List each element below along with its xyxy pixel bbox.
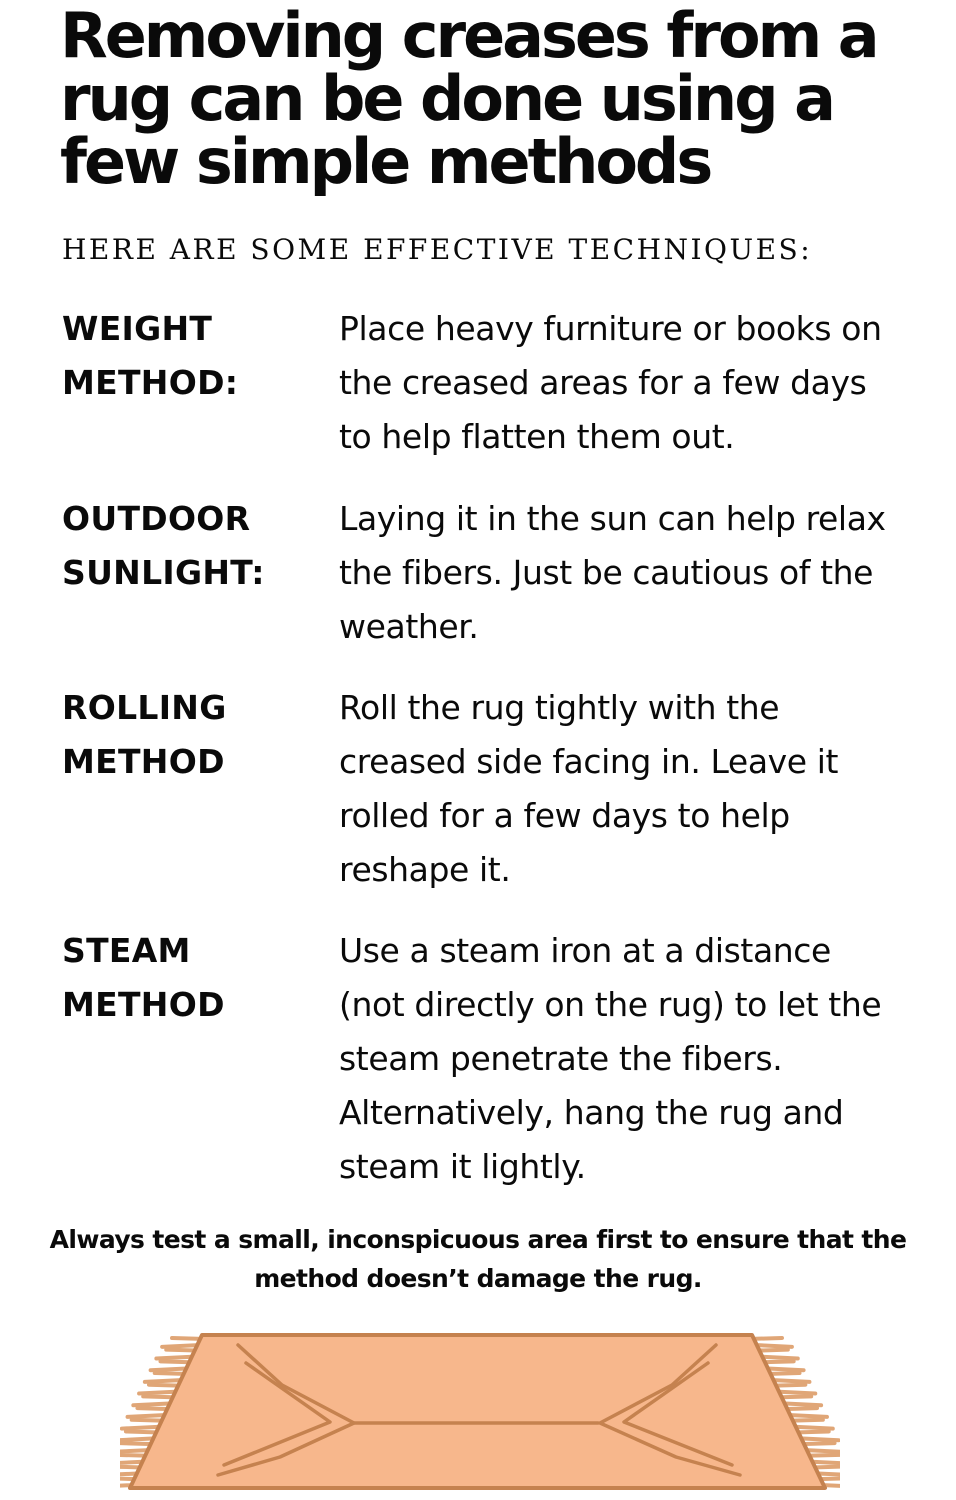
method-name: OUTDOOR SUNLIGHT: [62, 499, 265, 592]
method-item-steam [62, 924, 902, 1194]
method-description: Use a steam iron at a distance (not directly on the rug) to let the steam penetrate the fibers. Alternatively, hang the rug and steam it lightly. [339, 931, 882, 1186]
methods-list [62, 302, 902, 1194]
method-item-weight [62, 302, 902, 492]
method-description: Laying it in the sun can help relax the fibers. Just be cautious of the weather. [339, 499, 886, 646]
rug-illustration [120, 1325, 840, 1497]
page-title: Removing creases from a rug can be done using a few simple methods [60, 0, 877, 198]
footer-note: Always test a small, inconspicuous area first to ensure that the method doesn’t damage the rug. [49, 1225, 907, 1293]
section-subtitle: HERE ARE SOME EFFECTIVE TECHNIQUES: [62, 233, 813, 266]
method-item-sunlight [62, 492, 902, 681]
method-description: Place heavy furniture or books on the creased areas for a few days to help flatten them out. [339, 309, 882, 456]
method-description: Roll the rug tightly with the creased side facing in. Leave it rolled for a few days to help reshape it. [339, 688, 839, 889]
method-name: STEAM METHOD [62, 931, 225, 1024]
method-name: WEIGHT METHOD: [62, 309, 239, 402]
method-name: ROLLING METHOD [62, 688, 227, 781]
method-item-rolling [62, 681, 902, 924]
rug-body [130, 1335, 825, 1488]
